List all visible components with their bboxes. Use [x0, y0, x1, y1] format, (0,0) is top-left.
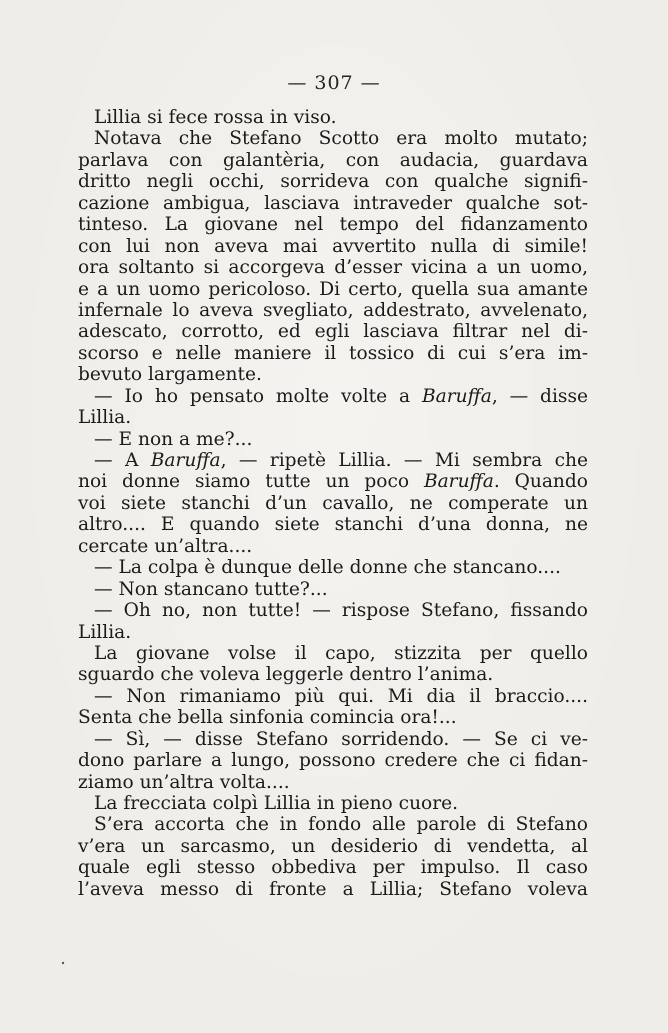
text-line: — E non a me?... — [94, 428, 253, 450]
page-number: — 307 — — [287, 72, 381, 94]
text-line: La frecciata colpì Lillia in pieno cuore. — [94, 793, 459, 814]
text-line: — Oh no, non tutte! — rispose Stefano, fissando — [94, 600, 588, 622]
text-line: quale egli stesso obbediva per impulso. Il caso — [78, 857, 588, 879]
text-line: La giovane volse il capo, stizzita per quello — [94, 642, 588, 664]
text-line: l’aveva messo di fronte a Lillia; Stefano voleva — [78, 878, 588, 900]
text-line: S’era accorta che in fondo alle parole di Stefano — [94, 814, 588, 836]
paper-speck-mark — [60, 960, 66, 966]
italic-name: Baruffa — [423, 471, 494, 493]
text-line: tinteso. La giovane nel tempo del fidanzamento — [78, 214, 588, 236]
text-line: noi donne siamo tutte un poco Baruffa. Quando — [78, 471, 588, 493]
text-line: — Non stancano tutte?... — [94, 578, 328, 600]
italic-name: Baruffa — [421, 385, 492, 407]
text-line: — Non rimaniamo più qui. Mi dia il braccio.... — [94, 685, 588, 707]
text-line: infernale lo aveva svegliato, addestrato, avvelenato, — [78, 299, 588, 321]
text-line: con lui non aveva mai avvertito nulla di simile! — [78, 235, 588, 257]
text-line: Senta che bella sinfonia comincia ora!... — [78, 707, 457, 729]
text-line: Notava che Stefano Scotto era molto mutato; — [94, 128, 588, 150]
text-line: Lillia si fece rossa in viso. — [94, 107, 337, 128]
italic-name: Baruffa — [150, 450, 221, 471]
text-line: — A Baruffa, — ripetè Lillia. — Mi sembra che — [94, 450, 589, 471]
text-line: v’era un sarcasmo, un desiderio di vendetta, al — [78, 835, 588, 857]
text-line: voi siete stanchi d’un cavallo, ne comperate un — [78, 492, 588, 514]
text-line: — La colpa è dunque delle donne che stancano.... — [94, 557, 561, 579]
text-line: ziamo un’altra volta.... — [78, 771, 290, 793]
text-line: — Sì, — disse Stefano sorridendo. — Se ci ve- — [94, 728, 588, 750]
text-line: altro.... E quando siete stanchi d’una donna, ne — [78, 514, 588, 536]
text-line: — Io ho pensato molte volte a Baruffa, — disse — [94, 385, 588, 407]
text-line: dritto negli occhi, sorrideva con qualche signifi- — [78, 171, 588, 193]
text-line: bevuto largamente. — [78, 364, 262, 386]
text-line: e a un uomo pericoloso. Di certo, quella sua amante — [78, 278, 588, 300]
body-text — [78, 107, 588, 900]
text-line: sguardo che voleva leggerle dentro l’anima. — [78, 664, 494, 686]
text-line: Lillia. — [78, 621, 132, 643]
text-line: scorso e nelle maniere il tossico di cui s’era im- — [78, 342, 588, 364]
text-line: cazione ambigua, lasciava intraveder qualche sot- — [78, 192, 588, 214]
text-line: dono parlare a lungo, possono credere che ci fidan- — [78, 750, 588, 772]
text-line: ora soltanto si accorgeva d’esser vicina a un uomo, — [78, 257, 588, 279]
text-line: cercate un’altra.... — [78, 535, 253, 557]
text-line: parlava con galantèria, con audacia, guardava — [78, 149, 588, 171]
text-line: Lillia. — [78, 407, 132, 429]
text-line: adescato, corrotto, ed egli lasciava filtrar nel di- — [78, 321, 588, 343]
